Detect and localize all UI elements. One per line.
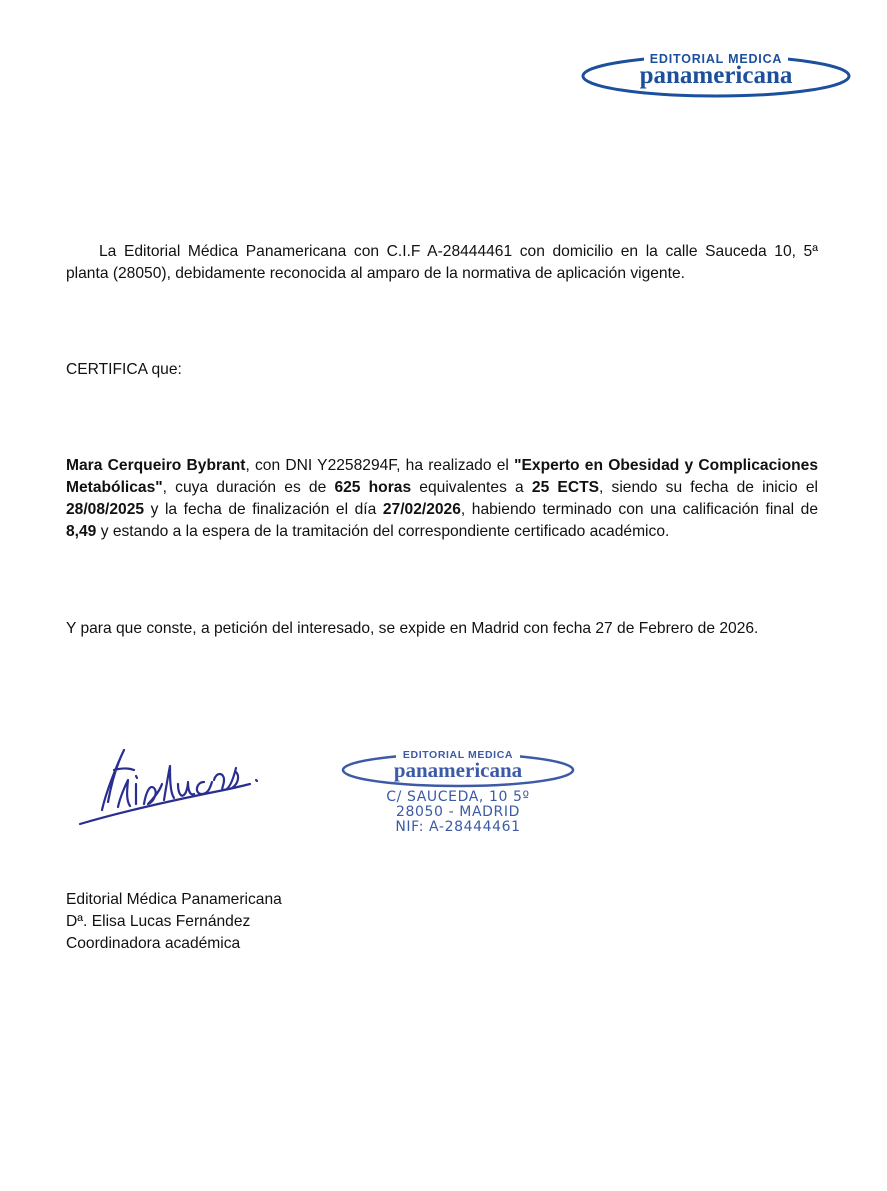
stamp-brand-text: panamericana [393, 758, 523, 782]
course-ects: 25 ECTS [531, 479, 600, 496]
body-text-4: , siendo su fecha de inicio el [599, 479, 818, 496]
body-text-7: y estando a la espera de la tramitación del correspondiente certificado académico. [96, 523, 670, 540]
signatory-block [66, 889, 282, 955]
final-grade: 8,49 [66, 523, 97, 540]
closing-paragraph: Y para que conste, a petición del interesado, se expide en Madrid con fecha 27 de Febrero de 2026. [66, 620, 759, 637]
course-name: "Experto en Obesidad y Complicaciones Metabólicas" [66, 457, 818, 496]
handwritten-signature [74, 732, 264, 832]
start-date: 28/08/2025 [66, 501, 145, 518]
logo-top-text: EDITORIAL MEDICA [649, 52, 783, 66]
stamp-line-city: 28050 - MADRID [396, 804, 520, 820]
certificate-body [66, 455, 818, 543]
body-text-6: , habiendo terminado con una calificación final de [460, 501, 818, 518]
stamp-top-text: EDITORIAL MEDICA [402, 749, 514, 761]
body-text-5: y la fecha de finalización el día [144, 501, 383, 518]
body-text-3: equivalentes a [411, 479, 532, 496]
signatory-name: Dª. Elisa Lucas Fernández [66, 913, 251, 930]
certifica-heading: CERTIFICA que: [66, 361, 182, 378]
intro-paragraph: La Editorial Médica Panamericana con C.I.F A-28444461 con domicilio en la calle Sauceda 10, 5ª planta (28050), debidamente reconocida al amparo de la normativa de aplicación vigente. [66, 243, 818, 282]
signatory-organization: Editorial Médica Panamericana [66, 891, 282, 908]
publisher-logo [580, 50, 852, 100]
stamp-address [338, 790, 578, 835]
stamp-line-nif: NIF: A-28444461 [395, 819, 521, 835]
body-text-1: , con DNI Y2258294F, ha realizado el [245, 457, 515, 474]
course-hours: 625 horas [334, 479, 412, 496]
logo-brand-text: panamericana [639, 62, 793, 89]
stamp-line-street: C/ SAUCEDA, 10 5º [386, 789, 530, 805]
signatory-role: Coordinadora académica [66, 935, 241, 952]
body-text-2: , cuya duración es de [162, 479, 335, 496]
end-date: 27/02/2026 [382, 501, 461, 518]
student-name: Mara Cerqueiro Bybrant [66, 457, 246, 474]
